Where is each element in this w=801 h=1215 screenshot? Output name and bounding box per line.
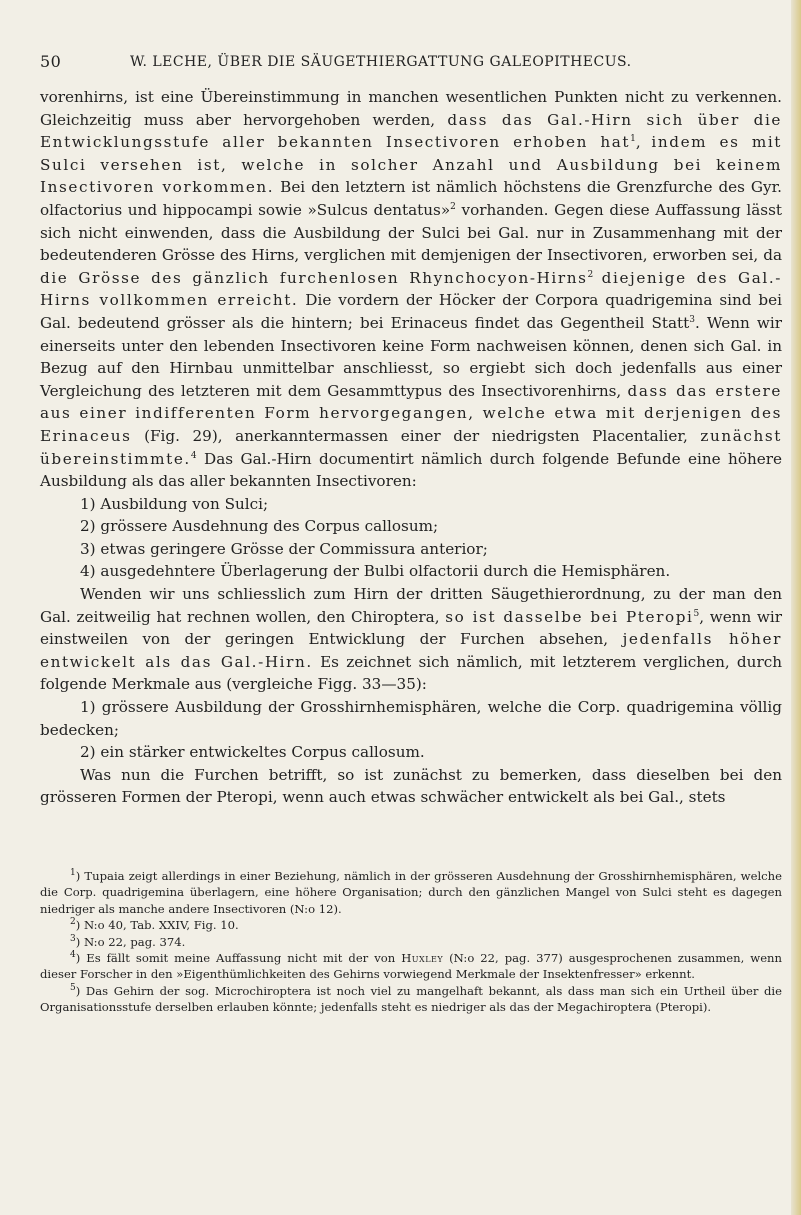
page-number: 50 [40,52,62,71]
list-item: 2) grössere Ausdehnung des Corpus callosum; [80,517,439,536]
spaced-text: diejenige des Gal.-Hirns vollkommen erreicht. [40,268,782,310]
footnote-1: $^1$) Tupaia zeigt allerdings in einer Beziehung, nämlich in der grösseren Ausdehnung der Grosshirnhemisphären, welche die Corp. quadrigemina überlagern, eine höhere Organisation; durch den gänzlichen Mangel von Sulci steht es dagegen niedriger als manche andere Insectivoren (N:o 12). [40,868,782,916]
text-run: Bei den letztern ist nämlich höchstens die Grenzfurche des Gyr. olfactorius und hippocampi sowie »Sulcus dentatus» [40,178,782,219]
spaced-text: die Grösse des gänzlich furchenlosen Rhynchocyon-Hirns [40,268,588,287]
footnote-text: (N:o 22, pag. 377) ausgesprochenen zusammen, wenn dieser Forscher in den »Eigenthümlichkeiten des Gehirns vorwiegend Merkmale der Insektenfresser» erkennt. [40,951,782,982]
text-run: vorenhirns, ist eine Übereinstimmung in manchen wesentlichen Punkten nicht zu verkennen. Gleichzeitig muss aber hervorgehoben werden, [40,88,782,129]
footnote-mark: 5 [70,982,76,993]
main-text [40,86,782,809]
paragraph-1 [40,86,782,493]
spaced-text: indem es mit Sulci versehen ist, welche in solcher Anzahl und Ausbildung bei keinem Insectivoren vorkommen. [40,133,783,197]
page-header [40,52,780,76]
footnote-text: Es fällt somit meine Auffassung nicht mit der von [86,951,402,966]
text-run: Es zeichnet sich nämlich, mit letzterem verglichen, durch folgende Merkmale aus (vergleiche Figg. 33—35): [40,652,782,694]
footnote-ref: 3 [689,314,695,325]
text-run: Wenden wir uns schliesslich zum Hirn der dritten Säugethierordnung, zu der man den Gal. zeitweilig hat rechnen wollen, den Chiroptera, [40,585,782,626]
footnotes [40,868,782,1016]
footnote-2: $^2$) N:o 40, Tab. XXIV, Fig. 10. [70,917,239,933]
text-run: (Fig. 29), anerkanntermassen einer der niedrigsten Placentalier, [131,426,701,445]
list-item: 1) Ausbildung von Sulci; [80,494,269,513]
footnote-text: Tupaia zeigt allerdings in einer Beziehung, nämlich in der grösseren Ausdehnung der Grosshirnhemisphären, welche die Corp. quadrigemina überlagern, eine höhere Organisation; durch den gänzlichen Mangel von Sulci steht es dagegen niedriger als manche andere Insectivoren (N:o 12). [40,869,782,916]
list-item: 4) ausgedehntere Überlagerung der Bulbi olfactorii durch die Hemisphären. [80,562,671,581]
footnote-text: N:o 40, Tab. XXIV, Fig. 10. [83,918,239,933]
list-item: 2) ein stärker entwickeltes Corpus callosum. [80,743,425,762]
footnote-ref: 2 [587,269,594,280]
text-run [593,269,601,287]
footnote-4: $^4$) Es fällt somit meine Auffassung nicht mit der von Huxley (N:o 22, pag. 377) ausgesprochenen zusammen, wenn dieser Forscher in den »Eigenthümlichkeiten des Gehirns vorwiegend Merkmale der Insektenfresser» erkennt. [40,950,782,982]
list-item: 3) etwas geringere Grösse der Commissura anterior; [80,539,488,558]
text-run: . Wenn wir einerseits unter den lebenden Insectivoren keine Form nachweisen können, denen sich Gal. in Bezug auf den Hirnbau unmittelbar anschliesst, so ergiebt sich doch jedenfalls aus einer Vergleichung des letzteren mit dem Gesammttypus des Insectivorenhirns, [40,313,782,400]
footnote-ref: 2 [450,201,456,212]
paragraph-2 [40,583,782,696]
spaced-text: dass das Gal.-Hirn sich über die Entwicklungsstufe aller bekannten Insectivoren erhoben hat [40,110,782,152]
text-run: vorhanden. Gegen diese Auffassung lässt sich nicht einwenden, dass die Ausbildung der Sulci bei Gal. nur in Zusammenhang mit der bedeutenderen Grösse des Hirns, verglichen mit demjenigen der Insectivoren, erworben sei, da [40,200,782,265]
spaced-text: dass das erstere aus einer indifferenten Form hervorgegangen, welche etwa mit derjenigen des Erinaceus [40,381,782,445]
spaced-text: so ist dasselbe bei Pteropi [445,607,694,626]
footnote-ref: 4 [190,450,197,461]
page-edge [791,0,801,1215]
text-run: Das Gal.-Hirn documentirt nämlich durch folgende Befunde eine höhere Ausbildung als das aller bekannten Insectivoren: [40,449,782,491]
footnote-ref: 5 [693,608,700,619]
footnote-3: $^3$) N:o 22, pag. 374. [70,933,186,949]
paragraph-3: Was nun die Furchen betrifft, so ist zunächst zu bemerken, dass dieselben bei den grösseren Formen der Pteropi, wenn auch etwas schwächer entwickelt als bei Gal., stets [40,765,782,807]
footnote-text: Das Gehirn der sog. Microchiroptera ist noch viel zu mangelhaft bekannt, als dass man sich ein Urtheil über die Organisationsstufe derselben erlauben könnte; jedenfalls steht es niedriger als das der Megachiroptera (Pteropi). [40,983,782,1015]
running-title: W. LECHE, ÜBER DIE SÄUGETHIERGATTUNG GALEOPITHECUS. [130,54,632,70]
footnote-mark: 1 [70,868,76,879]
text-run: , [635,133,652,152]
list-item: 1) grössere Ausbildung der Grosshirnhemisphären, welche die Corp. quadrigemina völlig bedecken; [40,698,782,739]
spaced-text: jedenfalls höher entwickelt als das Gal.-Hirn. [40,630,782,671]
footnote-ref: 1 [630,134,636,145]
footnote-mark: 2 [70,917,76,928]
spaced-text: zunächst übereinstimmte. [40,426,782,468]
text-run: , wenn wir einstweilen von der geringen Entwicklung der Furchen absehen, [40,607,783,649]
author-name: Huxley [401,951,444,966]
footnote-mark: 4 [70,950,76,961]
footnote-mark: 3 [70,933,76,944]
footnote-text: N:o 22, pag. 374. [83,934,186,949]
footnote-5: $^5$) Das Gehirn der sog. Microchiroptera ist noch viel zu mangelhaft bekannt, als dass man sich ein Urtheil über die Organisationsstufe derselben erlauben könnte; jedenfalls steht es niedriger als das der Megachiroptera (Pteropi). [40,982,782,1015]
text-run: Die vordern der Höcker der Corpora quadrigemina sind bei Gal. bedeutend grösser als die hintern; bei Erinaceus findet das Gegentheil Statt [40,291,783,332]
